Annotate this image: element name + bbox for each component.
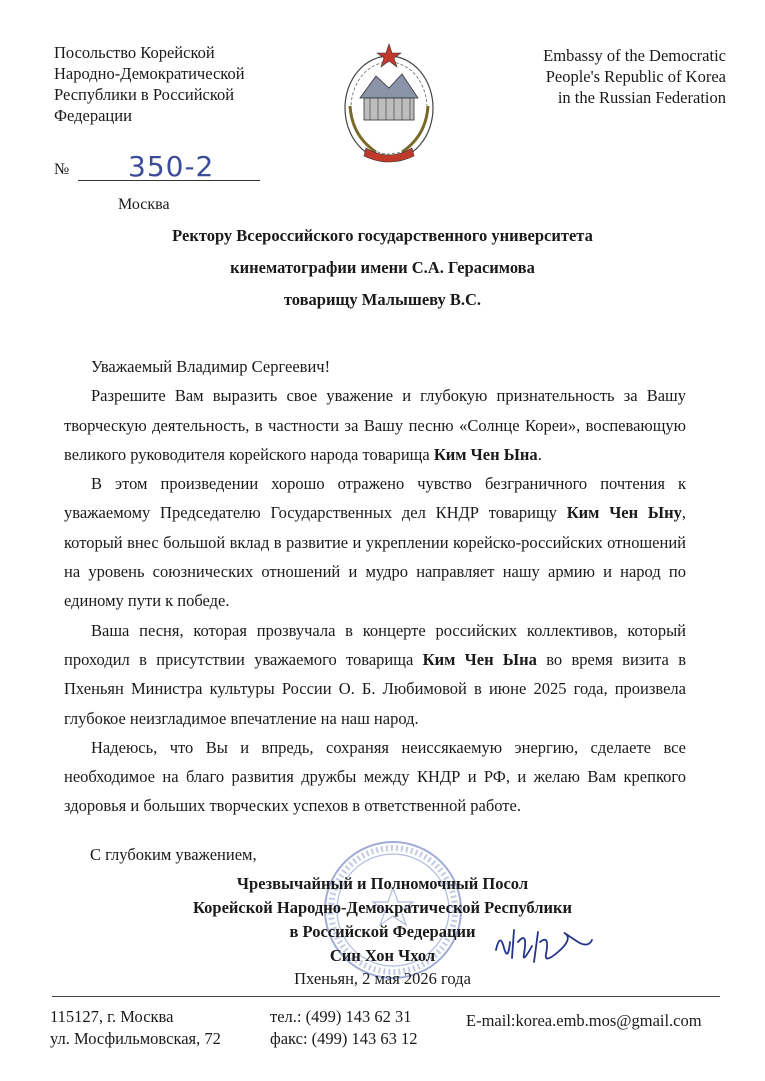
doc-number-value: 350-2 bbox=[128, 150, 215, 183]
greeting: Уважаемый Владимир Сергеевич! bbox=[91, 357, 331, 376]
sender-name-en: Embassy of the Democratic People's Republic of Korea in the Russian Federation bbox=[543, 46, 726, 107]
state-emblem-icon bbox=[336, 36, 442, 166]
letter-body bbox=[64, 352, 686, 821]
signatory-title-2: Корейской Народно-Демократической Республики bbox=[193, 898, 572, 917]
addressee-line-3: товарищу Малышеву В.С. bbox=[283, 290, 482, 309]
paragraph-4: Надеюсь, что Вы и впредь, сохраняя неиссякаемую энергию, сделаете все необходимое на благо развития дружбы между КНДР и РФ, и желаю Вам крепкого здоровья и больших творческих успехов в ответственной работе. bbox=[64, 737, 686, 816]
signatory-title-3: в Российской Федерации bbox=[289, 922, 476, 941]
signature-block bbox=[0, 872, 765, 968]
signatory-title-1: Чрезвычайный и Полномочный Посол bbox=[236, 874, 529, 893]
date-line: Пхеньян, 2 мая 2026 года bbox=[294, 969, 471, 988]
paragraph-3: Ваша песня, которая прозвучала в концерте российских коллективов, который проходил в присутствии уважаемого товарища Ким Чен Ына во время визита в Пхеньян Министра культуры России О. Б. Любимовой в июне 2025 года, произвела глубокое неизгладимое впечатление на наш народ. bbox=[64, 620, 686, 728]
name-bold: Ким Чен Ына bbox=[422, 649, 537, 669]
sender-name-ru: Посольство Корейской Народно-Демократической Республики в Российской Федерации bbox=[54, 43, 245, 125]
signatory-name: Син Хон Чхол bbox=[329, 946, 436, 965]
city: Москва bbox=[118, 196, 170, 213]
paragraph-2: В этом произведении хорошо отражено чувство безграничного почтения к уважаемому Председателю Государственных дел КНДР товарищу Ким Чен Ыну, который внес большой вклад в развитие и укреплении корейско-российских отношений на уровень союзнических отношений и мудро направляет нашу армию и народ по единому пути к победе. bbox=[64, 474, 686, 611]
addressee-line-1: Ректору Всероссийского государственного университета bbox=[172, 226, 593, 245]
paragraph-1: Разрешите Вам выразить свое уважение и глубокую признательность за Вашу творческую деятельность, в частности за Вашу песню «Солнце Кореи», воспевающую великого руководителя корейского народа товарища Ким Чен Ына. bbox=[64, 386, 686, 464]
footer-divider bbox=[52, 996, 720, 997]
addressee-line-2: кинематографии имени С.А. Герасимова bbox=[230, 258, 535, 277]
doc-number-label: № bbox=[54, 161, 70, 178]
footer-address: 115127, г. Москва ул. Мосфильмовская, 72 bbox=[50, 1007, 221, 1048]
footer-phones: тел.: (499) 143 62 31 факс: (499) 143 63 12 bbox=[270, 1007, 418, 1048]
handwritten-signature bbox=[488, 912, 598, 972]
closing: С глубоким уважением, bbox=[90, 845, 257, 864]
name-bold: Ким Чен Ына bbox=[433, 444, 538, 464]
footer-email[interactable]: E-mail:korea.emb.mos@gmail.com bbox=[466, 1011, 702, 1030]
name-bold: Ким Чен Ыну bbox=[566, 503, 682, 523]
